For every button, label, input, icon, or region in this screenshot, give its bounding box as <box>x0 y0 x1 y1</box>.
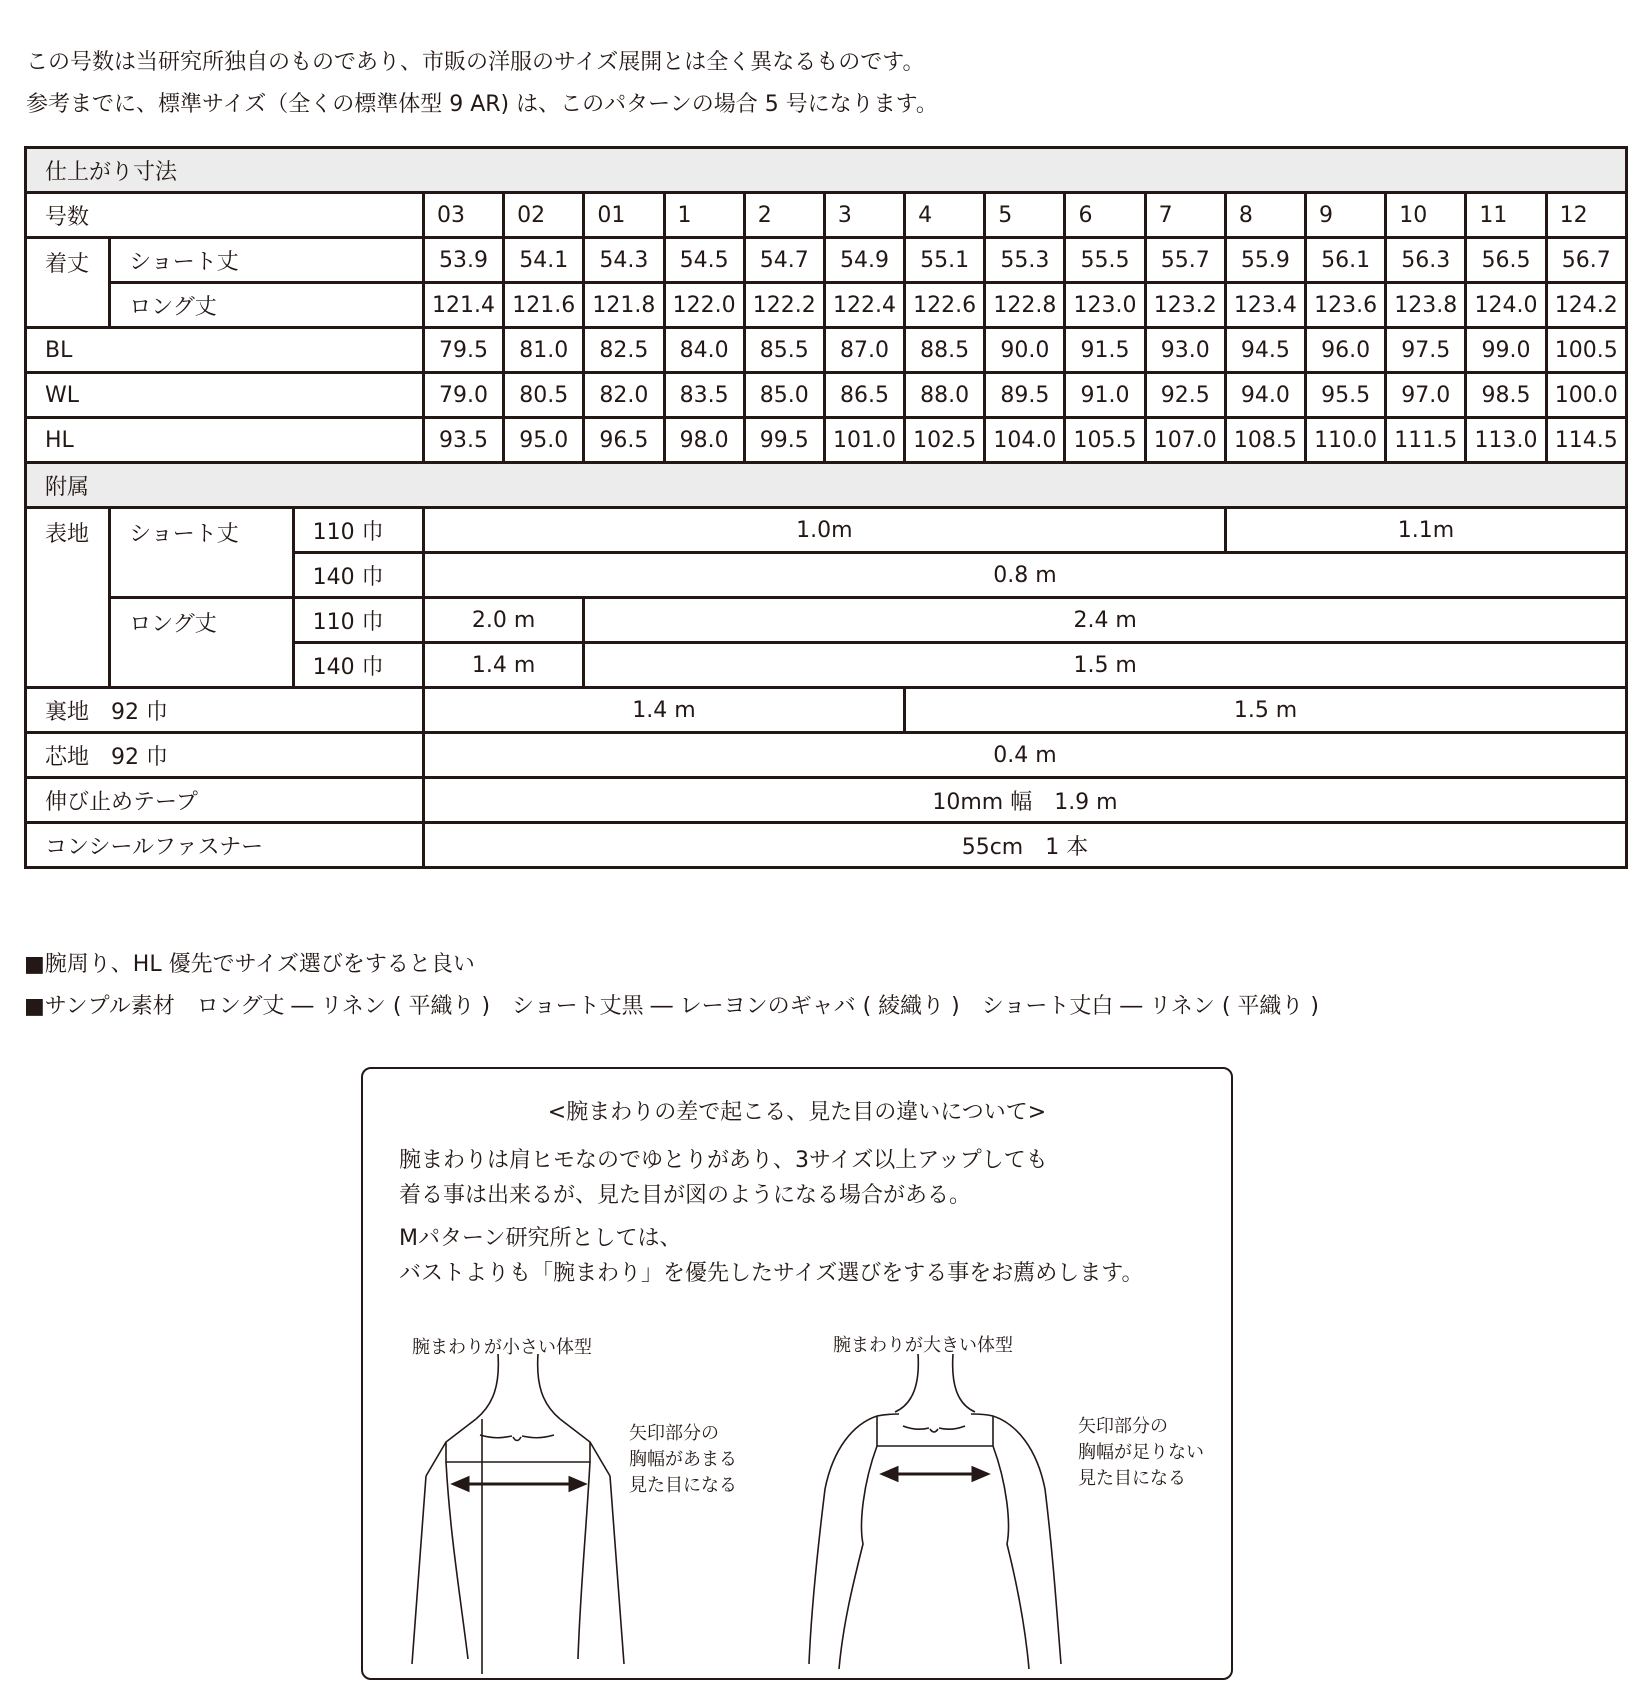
note-line: 矢印部分の <box>1078 1416 1168 1437</box>
outer-long-110-large: 2.4 m <box>584 598 1627 643</box>
short-value: 55.3 <box>985 238 1065 283</box>
width-140-label: 140 巾 <box>293 643 423 688</box>
large-arm-figure-illustration <box>803 1354 1063 1674</box>
short-value: 54.3 <box>584 238 664 283</box>
info-line: Mパターン研究所としては、 <box>399 1226 682 1251</box>
outer-short-110-large: 1.1m <box>1225 508 1626 553</box>
bl-row <box>26 328 1627 373</box>
size-no: 10 <box>1386 193 1466 238</box>
outer-short-label: ショート丈 <box>110 508 293 598</box>
long-value: 122.4 <box>824 283 904 328</box>
short-value: 54.9 <box>824 238 904 283</box>
short-value: 55.9 <box>1225 238 1305 283</box>
hl-value: 111.5 <box>1386 418 1466 463</box>
long-value: 123.6 <box>1306 283 1386 328</box>
right-figure-note <box>1078 1414 1204 1492</box>
size-label: 号数 <box>26 193 424 238</box>
info-box-title: <腕まわりの差で起こる、見た目の違いについて> <box>547 1100 1047 1125</box>
note-1: ■腕周り、HL 優先でサイズ選びをすると良い <box>24 952 475 977</box>
tape-value: 10mm 幅 1.9 m <box>423 778 1626 823</box>
interfacing-row <box>26 733 1627 778</box>
wl-value: 92.5 <box>1145 373 1225 418</box>
bl-value: 87.0 <box>824 328 904 373</box>
bl-value: 99.0 <box>1466 328 1546 373</box>
size-no: 11 <box>1466 193 1546 238</box>
bl-value: 100.5 <box>1546 328 1626 373</box>
hl-row <box>26 418 1627 463</box>
size-no: 03 <box>423 193 503 238</box>
info-line: 腕まわりは肩ヒモなのでゆとりがあり、3サイズ以上アップしても <box>399 1148 1048 1173</box>
bl-value: 82.5 <box>584 328 664 373</box>
hl-value: 95.0 <box>504 418 584 463</box>
size-no: 1 <box>664 193 744 238</box>
bl-value: 88.5 <box>905 328 985 373</box>
lining-label: 裏地 92 巾 <box>26 688 424 733</box>
left-figure-label: 腕まわりが小さい体型 <box>412 1337 592 1358</box>
bl-label: BL <box>26 328 424 373</box>
outer-short-140: 0.8 m <box>423 553 1626 598</box>
intro-line-2: 参考までに、標準サイズ（全くの標準体型 9 AR) は、このパターンの場合 5 号になります。 <box>26 92 938 117</box>
long-value: 121.8 <box>584 283 664 328</box>
outer-short-110-small: 1.0m <box>423 508 1225 553</box>
width-110-label: 110 巾 <box>293 598 423 643</box>
size-row <box>26 193 1627 238</box>
bl-value: 94.5 <box>1225 328 1305 373</box>
info-box <box>361 1067 1233 1680</box>
short-value: 55.5 <box>1065 238 1145 283</box>
tape-row <box>26 778 1627 823</box>
bl-value: 81.0 <box>504 328 584 373</box>
size-table <box>24 146 1628 869</box>
short-value: 54.5 <box>664 238 744 283</box>
short-value: 56.3 <box>1386 238 1466 283</box>
long-value: 123.0 <box>1065 283 1145 328</box>
lining-row <box>26 688 1627 733</box>
bl-value: 84.0 <box>664 328 744 373</box>
interfacing-value: 0.4 m <box>423 733 1626 778</box>
tape-label: 伸び止めテープ <box>26 778 424 823</box>
wl-value: 83.5 <box>664 373 744 418</box>
size-no: 9 <box>1306 193 1386 238</box>
wl-row <box>26 373 1627 418</box>
long-value: 121.6 <box>504 283 584 328</box>
note-line: 矢印部分の <box>629 1423 719 1444</box>
long-value: 121.4 <box>423 283 503 328</box>
info-line: 着る事は出来るが、見た目が図のようになる場合がある。 <box>399 1183 972 1208</box>
wl-value: 95.5 <box>1306 373 1386 418</box>
zipper-row <box>26 823 1627 868</box>
notes <box>24 944 1319 1028</box>
hl-value: 110.0 <box>1306 418 1386 463</box>
outer-long-110-row <box>26 598 1627 643</box>
note-line: 見た目になる <box>1078 1468 1186 1489</box>
wl-value: 86.5 <box>824 373 904 418</box>
short-value: 56.1 <box>1306 238 1386 283</box>
info-paragraph-2 <box>399 1221 1143 1291</box>
note-line: 胸幅が足りない <box>1078 1442 1204 1463</box>
wl-value: 82.0 <box>584 373 664 418</box>
short-value: 56.5 <box>1466 238 1546 283</box>
long-value: 122.0 <box>664 283 744 328</box>
size-no: 2 <box>744 193 824 238</box>
hl-value: 98.0 <box>664 418 744 463</box>
intro-line-1: この号数は当研究所独自のものであり、市販の洋服のサイズ展開とは全く異なるものです。 <box>26 50 925 75</box>
bl-value: 93.0 <box>1145 328 1225 373</box>
size-no: 8 <box>1225 193 1305 238</box>
size-no: 12 <box>1546 193 1626 238</box>
short-value: 55.7 <box>1145 238 1225 283</box>
size-no: 6 <box>1065 193 1145 238</box>
size-no: 7 <box>1145 193 1225 238</box>
wl-label: WL <box>26 373 424 418</box>
accessories-header: 附属 <box>26 463 1627 508</box>
wl-value: 91.0 <box>1065 373 1145 418</box>
long-value: 124.0 <box>1466 283 1546 328</box>
note-line: 胸幅があまる <box>629 1449 737 1470</box>
outer-fabric-label: 表地 <box>26 508 110 688</box>
wl-value: 88.0 <box>905 373 985 418</box>
outer-long-140-large: 1.5 m <box>584 643 1627 688</box>
short-value: 54.7 <box>744 238 824 283</box>
hl-label: HL <box>26 418 424 463</box>
zipper-label: コンシールファスナー <box>26 823 424 868</box>
size-no: 5 <box>985 193 1065 238</box>
outer-long-140-small: 1.4 m <box>423 643 583 688</box>
wl-value: 79.0 <box>423 373 503 418</box>
long-value: 122.2 <box>744 283 824 328</box>
bl-value: 91.5 <box>1065 328 1145 373</box>
right-figure-label: 腕まわりが大きい体型 <box>833 1335 1013 1356</box>
wl-value: 85.0 <box>744 373 824 418</box>
hl-value: 105.5 <box>1065 418 1145 463</box>
info-line: バストよりも「腕まわり」を優先したサイズ選びをする事をお薦めします。 <box>399 1261 1144 1286</box>
wl-value: 97.0 <box>1386 373 1466 418</box>
hl-value: 107.0 <box>1145 418 1225 463</box>
outer-short-110-row <box>26 508 1627 553</box>
bl-value: 96.0 <box>1306 328 1386 373</box>
outer-long-110-small: 2.0 m <box>423 598 583 643</box>
hl-value: 102.5 <box>905 418 985 463</box>
long-value: 123.8 <box>1386 283 1466 328</box>
long-value: 124.2 <box>1546 283 1626 328</box>
wl-value: 98.5 <box>1466 373 1546 418</box>
width-110-label: 110 巾 <box>293 508 423 553</box>
interfacing-label: 芯地 92 巾 <box>26 733 424 778</box>
long-value: 123.2 <box>1145 283 1225 328</box>
wl-value: 89.5 <box>985 373 1065 418</box>
hl-value: 113.0 <box>1466 418 1546 463</box>
note-2: ■サンプル素材 ロング丈 ― リネン ( 平織り ) ショート丈黒 ― レーヨンのギャバ ( 綾織り ) ショート丈白 ― リネン ( 平織り ) <box>24 994 1320 1019</box>
long-value: 122.8 <box>985 283 1065 328</box>
left-figure-note <box>629 1421 737 1499</box>
lining-large: 1.5 m <box>905 688 1627 733</box>
short-value: 54.1 <box>504 238 584 283</box>
hl-value: 96.5 <box>584 418 664 463</box>
intro-text <box>26 42 938 126</box>
hl-value: 99.5 <box>744 418 824 463</box>
lining-small: 1.4 m <box>423 688 904 733</box>
info-paragraph-1 <box>399 1143 1048 1213</box>
small-arm-figure-illustration <box>398 1354 638 1674</box>
long-label: ロング丈 <box>110 283 424 328</box>
finished-header: 仕上がり寸法 <box>26 148 1627 193</box>
bl-value: 85.5 <box>744 328 824 373</box>
bl-value: 97.5 <box>1386 328 1466 373</box>
short-value: 56.7 <box>1546 238 1626 283</box>
wl-value: 100.0 <box>1546 373 1626 418</box>
hl-value: 104.0 <box>985 418 1065 463</box>
size-no: 01 <box>584 193 664 238</box>
note-line: 見た目になる <box>629 1475 737 1496</box>
size-no: 4 <box>905 193 985 238</box>
hl-value: 108.5 <box>1225 418 1305 463</box>
short-value: 55.1 <box>905 238 985 283</box>
hl-value: 114.5 <box>1546 418 1626 463</box>
long-value: 122.6 <box>905 283 985 328</box>
hl-value: 93.5 <box>423 418 503 463</box>
size-no: 3 <box>824 193 904 238</box>
short-value: 53.9 <box>423 238 503 283</box>
bl-value: 79.5 <box>423 328 503 373</box>
bl-value: 90.0 <box>985 328 1065 373</box>
width-140-label: 140 巾 <box>293 553 423 598</box>
outer-long-label: ロング丈 <box>110 598 293 688</box>
long-value: 123.4 <box>1225 283 1305 328</box>
short-length-row <box>26 238 1627 283</box>
length-label: 着丈 <box>26 238 110 328</box>
long-length-row <box>26 283 1627 328</box>
zipper-value: 55cm 1 本 <box>423 823 1626 868</box>
size-no: 02 <box>504 193 584 238</box>
hl-value: 101.0 <box>824 418 904 463</box>
short-label: ショート丈 <box>110 238 424 283</box>
wl-value: 80.5 <box>504 373 584 418</box>
wl-value: 94.0 <box>1225 373 1305 418</box>
